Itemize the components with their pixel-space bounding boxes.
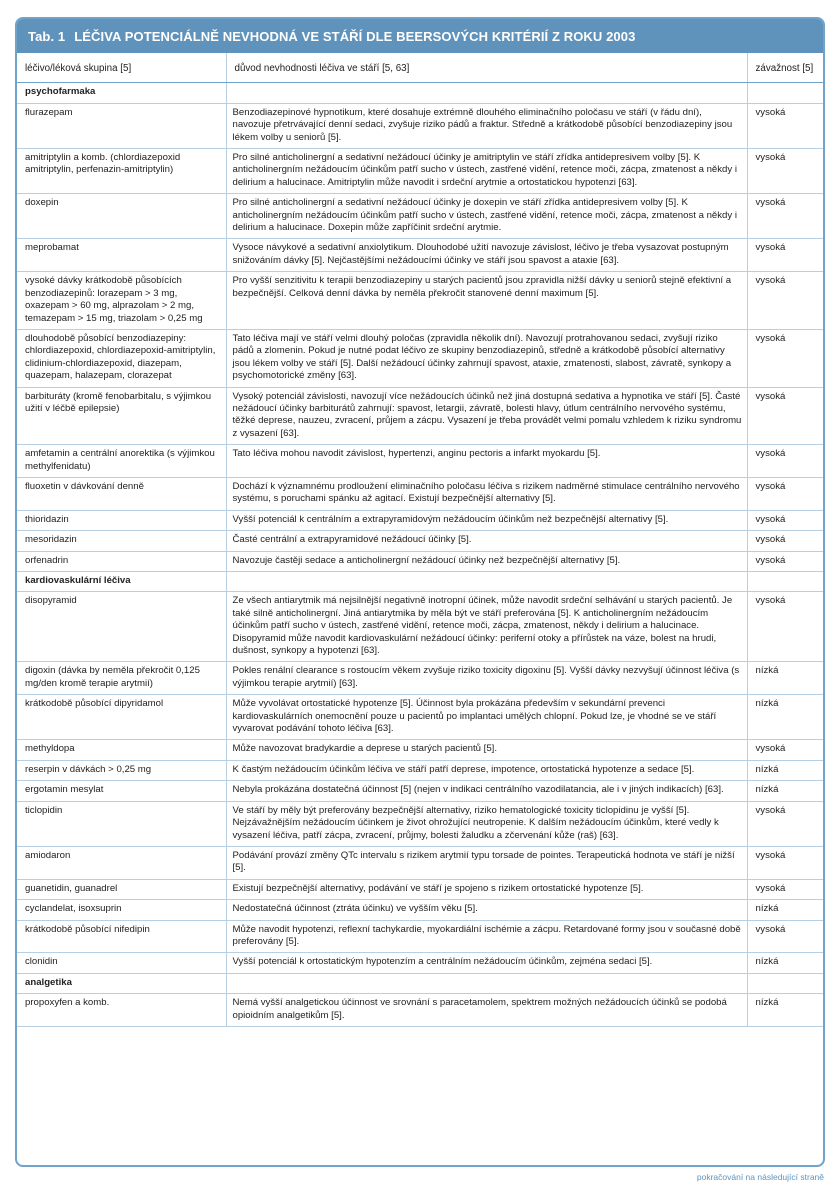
- table-row: [17, 994, 823, 1027]
- drug-cell: doxepin: [17, 194, 226, 239]
- reason-cell: Tato léčiva mohou navodit závislost, hypertenzi, anginu pectoris a infarkt myokardu [5].: [226, 445, 747, 478]
- drug-cell: orfenadrin: [17, 551, 226, 571]
- drug-cell: flurazepam: [17, 103, 226, 148]
- reason-cell: Vyšší potenciál k centrálním a extrapyramidovým nežádoucím účinkům než bezpečnější alternativy [5].: [226, 510, 747, 530]
- table-row: [17, 900, 823, 920]
- severity-cell: vysoká: [747, 920, 823, 953]
- drug-cell: cyclandelat, isoxsuprin: [17, 900, 226, 920]
- reason-cell: Navozuje častěji sedace a anticholinergní nežádoucí účinky než bezpečnější alternativy [5].: [226, 551, 747, 571]
- severity-cell: vysoká: [747, 510, 823, 530]
- header-drug: léčivo/léková skupina [5]: [17, 53, 226, 83]
- table-row: [17, 272, 823, 330]
- category-row: [17, 572, 823, 592]
- category-empty-cell: [226, 83, 747, 103]
- table-row: [17, 920, 823, 953]
- table-row: [17, 149, 823, 194]
- table-row: [17, 551, 823, 571]
- reason-cell: Tato léčiva mají ve stáří velmi dlouhý poločas (zpravidla několik dní). Navozují protrahovanou sedaci, zvyšují riziko pádů a zlomenin. Pokud je nutné podat léčivo ze skupiny benzodiazepinů, středně a krátkodobě působící alternativy jsou lékem volby ve stáří [5]. Další nežádoucí účinky zahrnují spavost, ataxie, zmatenosti, slabost, závratě, synkopy a psychomotorické změny [63].: [226, 329, 747, 387]
- table-label: Tab. 1: [28, 28, 66, 44]
- header-severity: závažnost [5]: [747, 53, 823, 83]
- table-row: [17, 953, 823, 973]
- severity-cell: nízká: [747, 953, 823, 973]
- table-card: [15, 17, 825, 1167]
- severity-cell: vysoká: [747, 801, 823, 846]
- table-row: [17, 239, 823, 272]
- severity-cell: nízká: [747, 781, 823, 801]
- category-row: [17, 973, 823, 993]
- table-row: [17, 445, 823, 478]
- severity-cell: vysoká: [747, 551, 823, 571]
- table-row: [17, 801, 823, 846]
- severity-cell: vysoká: [747, 239, 823, 272]
- severity-cell: nízká: [747, 695, 823, 740]
- reason-cell: Podávání provází změny QTc intervalu s rizikem arytmií typu torsade de pointes. Terapeutická hodnota ve stáří je nižší [5].: [226, 846, 747, 879]
- severity-cell: nízká: [747, 662, 823, 695]
- reason-cell: Časté centrální a extrapyramidové nežádoucí účinky [5].: [226, 531, 747, 551]
- reason-cell: Vysoce návykové a sedativní anxiolytikum. Dlouhodobé užití navozuje závislost, léčivo je třeba vysazovat postupným snižováním dávky [5]. Nejčastějšími nežádoucími účinky ve stáří jsou spavost a ataxie [63].: [226, 239, 747, 272]
- severity-cell: vysoká: [747, 740, 823, 760]
- reason-cell: Pro silné anticholinergní a sedativní nežádoucí účinky je amitriptylin ve stáří zřídka antidepresivem volby [5]. K anticholinergním nežádoucím účinkům patří sucho v ústech, zastřené vidění, retence moči, zácpa, zmatenost a někdy i delirium a halucinace. Amitriptylin může navodit i srdeční arytmie a ortostatickou hypotenzi [63].: [226, 149, 747, 194]
- table-row: [17, 740, 823, 760]
- drug-cell: thioridazin: [17, 510, 226, 530]
- table-row: [17, 760, 823, 780]
- category-label: psychofarmaka: [17, 83, 226, 103]
- severity-cell: vysoká: [747, 592, 823, 662]
- table-row: [17, 662, 823, 695]
- drug-cell: krátkodobě působící dipyridamol: [17, 695, 226, 740]
- table-row: [17, 510, 823, 530]
- severity-cell: nízká: [747, 994, 823, 1027]
- table-row: [17, 329, 823, 387]
- reason-cell: Nedostatečná účinnost (ztráta účinku) ve vyšším věku [5].: [226, 900, 747, 920]
- reason-cell: Dochází k významnému prodloužení eliminačního poločasu léčiva s rizikem nadměrné stimulace centrálního nervového systému, s poruchami spánku až agitací. Existují bezpečnější alternativy [5].: [226, 477, 747, 510]
- drug-cell: clonidin: [17, 953, 226, 973]
- reason-cell: Pokles renální clearance s rostoucím věkem zvyšuje riziko toxicity digoxinu [5]. Vyšší dávky nezvyšují účinnost léčiva (s výjimkou terapie arytmií) [63].: [226, 662, 747, 695]
- drug-cell: digoxin (dávka by neměla překročit 0,125 mg/den kromě terapie arytmií): [17, 662, 226, 695]
- reason-cell: K častým nežádoucím účinkům léčiva ve stáří patří deprese, impotence, ortostatická hypotenze a sedace [5].: [226, 760, 747, 780]
- drug-cell: barbituráty (kromě fenobarbitalu, s výjimkou užití v léčbě epilepsie): [17, 387, 226, 445]
- reason-cell: Vysoký potenciál závislosti, navozují více nežádoucích účinků než jiná dostupná sedativa a hypnotika ve stáří [5]. Časté nežádoucí účinky barbiturátů zahrnují: spavost, letargii, závratě, bolesti hlavy, útlum centrálního nervového systému, těžké deprese, nauzeu, zvracení, průjem a zácpu. Vysazení je třeba provádět velmi pomalu vzhledem k riziku syndromu z vysazení [63].: [226, 387, 747, 445]
- severity-cell: vysoká: [747, 846, 823, 879]
- category-label: analgetika: [17, 973, 226, 993]
- reason-cell: Nemá vyšší analgetickou účinnost ve srovnání s paracetamolem, spektrem možných nežádoucích účinků se podobá opioidním analgetikům [5].: [226, 994, 747, 1027]
- reason-cell: Ve stáří by měly být preferovány bezpečnější alternativy, riziko hematologické toxicity ticlopidinu je vyšší [5]. Nejzávažnějším nežádoucím účinkem je život ohrožující neutropenie. K dalším nežádoucím účinkům, které vedly k vysazení léčiva, patří zácpa, zvracení, průjmy, bolesti žaludku a zčervenání kůže (raš) [63].: [226, 801, 747, 846]
- severity-cell: nízká: [747, 900, 823, 920]
- table-row: [17, 477, 823, 510]
- reason-cell: Ze všech antiarytmik má nejsilnější negativně inotropní účinek, může navodit srdeční selhávání u starých pacientů. Je také silně anticholinergní. Jiná antiarytmika by měla být ve stáří preferována [5]. K anticholinergním nežádoucím účinkům patří sucho v ústech, zastřené vidění, retence moči, zácpa, zmatenost, někdy i delirium a halucinace. Disopyramid může navodit kardiovaskulární nežádoucí účinky: periferní otoky a přírůstek na váze, bolest na hrudi, dušnost, synkopy a hypotenzi [63].: [226, 592, 747, 662]
- drug-cell: krátkodobě působící nifedipin: [17, 920, 226, 953]
- drug-cell: amitriptylin a komb. (chlordiazepoxid amitriptylin, perfenazin-amitriptylin): [17, 149, 226, 194]
- table-row: [17, 781, 823, 801]
- category-row: [17, 83, 823, 103]
- severity-cell: vysoká: [747, 477, 823, 510]
- reason-cell: Benzodiazepinové hypnotikum, které dosahuje extrémně dlouhého eliminačního poločasu ve stáří (v řádu dní), navozuje přetrvávající denní sedaci, zvyšuje riziko pádů a fraktur. Středně a krátkodobě působící benzodiazepiny jsou lékem volby u seniorů [5].: [226, 103, 747, 148]
- drug-cell: amfetamin a centrální anorektika (s výjimkou methylfenidatu): [17, 445, 226, 478]
- continuation-note: pokračování na následující straně: [696, 1172, 824, 1182]
- severity-cell: vysoká: [747, 329, 823, 387]
- category-empty-cell: [747, 572, 823, 592]
- table-title: LÉČIVA POTENCIÁLNĚ NEVHODNÁ VE STÁŘÍ DLE BEERSOVÝCH KRITÉRIÍ Z ROKU 2003: [74, 28, 636, 44]
- drug-cell: fluoxetin v dávkování denně: [17, 477, 226, 510]
- drug-table: [17, 53, 823, 1027]
- drug-cell: guanetidin, guanadrel: [17, 879, 226, 899]
- drug-cell: dlouhodobě působící benzodiazepiny: chlordiazepoxid, chlordiazepoxid-amitriptylin, clidinium-chlordiazepoxid, diazepam, quazepam, halazepam, clorazepat: [17, 329, 226, 387]
- category-empty-cell: [226, 973, 747, 993]
- severity-cell: nízká: [747, 760, 823, 780]
- reason-cell: Pro silné anticholinergní a sedativní nežádoucí účinky je doxepin ve stáří zřídka antidepresivem volby [5]. K anticholinergním nežádoucím účinkům patří sucho v ústech, zastřené vidění, retence moči, zácpa, zmatenost a někdy i delirium a halucinace. Doxepin může zapříčinit srdeční arytmie.: [226, 194, 747, 239]
- reason-cell: Vyšší potenciál k ortostatickým hypotenzím a centrálním nežádoucím účinkům, zejména sedaci [5].: [226, 953, 747, 973]
- drug-cell: methyldopa: [17, 740, 226, 760]
- table-row: [17, 695, 823, 740]
- drug-cell: amiodaron: [17, 846, 226, 879]
- severity-cell: vysoká: [747, 531, 823, 551]
- drug-cell: meprobamat: [17, 239, 226, 272]
- drug-cell: reserpin v dávkách > 0,25 mg: [17, 760, 226, 780]
- reason-cell: Nebyla prokázána dostatečná účinnost [5] (nejen v indikaci centrálního vazodilatancia, ale i v jiných indikacích) [63].: [226, 781, 747, 801]
- severity-cell: vysoká: [747, 272, 823, 330]
- header-row: [17, 53, 823, 83]
- category-empty-cell: [226, 572, 747, 592]
- reason-cell: Existují bezpečnější alternativy, podávání ve stáří je spojeno s rizikem ortostatické hypotenze [5].: [226, 879, 747, 899]
- severity-cell: vysoká: [747, 387, 823, 445]
- header-reason: důvod nevhodnosti léčiva ve stáří [5, 63]: [226, 53, 747, 83]
- table-row: [17, 531, 823, 551]
- table-row: [17, 592, 823, 662]
- drug-cell: mesoridazin: [17, 531, 226, 551]
- severity-cell: vysoká: [747, 149, 823, 194]
- drug-cell: ergotamin mesylat: [17, 781, 226, 801]
- severity-cell: vysoká: [747, 879, 823, 899]
- reason-cell: Může navodit hypotenzi, reflexní tachykardie, myokardiální ischémie a zácpu. Retardované formy jsou v současné době preferovány [5].: [226, 920, 747, 953]
- reason-cell: Může vyvolávat ortostatické hypotenze [5]. Účinnost byla prokázána především v sekundární prevenci kardiovaskulárních onemocnění pouze u pacientů po implantaci umělých chlopní. Pokud lze, je vhodné se ve stáří vyvarovat podávání tohoto léčiva [63].: [226, 695, 747, 740]
- table-title-bar: [17, 19, 823, 53]
- drug-cell: vysoké dávky krátkodobě působících benzodiazepinů: lorazepam > 3 mg, oxazepam > 60 mg, alprazolam > 2 mg, temazepam > 15 mg, triazolam > 0,25 mg: [17, 272, 226, 330]
- table-row: [17, 194, 823, 239]
- category-empty-cell: [747, 83, 823, 103]
- severity-cell: vysoká: [747, 103, 823, 148]
- category-label: kardiovaskulární léčiva: [17, 572, 226, 592]
- table-body: [17, 83, 823, 1027]
- table-row: [17, 103, 823, 148]
- severity-cell: vysoká: [747, 194, 823, 239]
- table-row: [17, 879, 823, 899]
- severity-cell: vysoká: [747, 445, 823, 478]
- drug-cell: disopyramid: [17, 592, 226, 662]
- table-row: [17, 387, 823, 445]
- category-empty-cell: [747, 973, 823, 993]
- table-row: [17, 846, 823, 879]
- drug-cell: propoxyfen a komb.: [17, 994, 226, 1027]
- reason-cell: Pro vyšší senzitivitu k terapii benzodiazepiny u starých pacientů jsou zpravidla nižší dávky u seniorů stejně efektivní a bezpečnější. Celková denní dávka by neměla překročit stanovené denní maximum [5].: [226, 272, 747, 330]
- reason-cell: Může navozovat bradykardie a deprese u starých pacientů [5].: [226, 740, 747, 760]
- drug-cell: ticlopidin: [17, 801, 226, 846]
